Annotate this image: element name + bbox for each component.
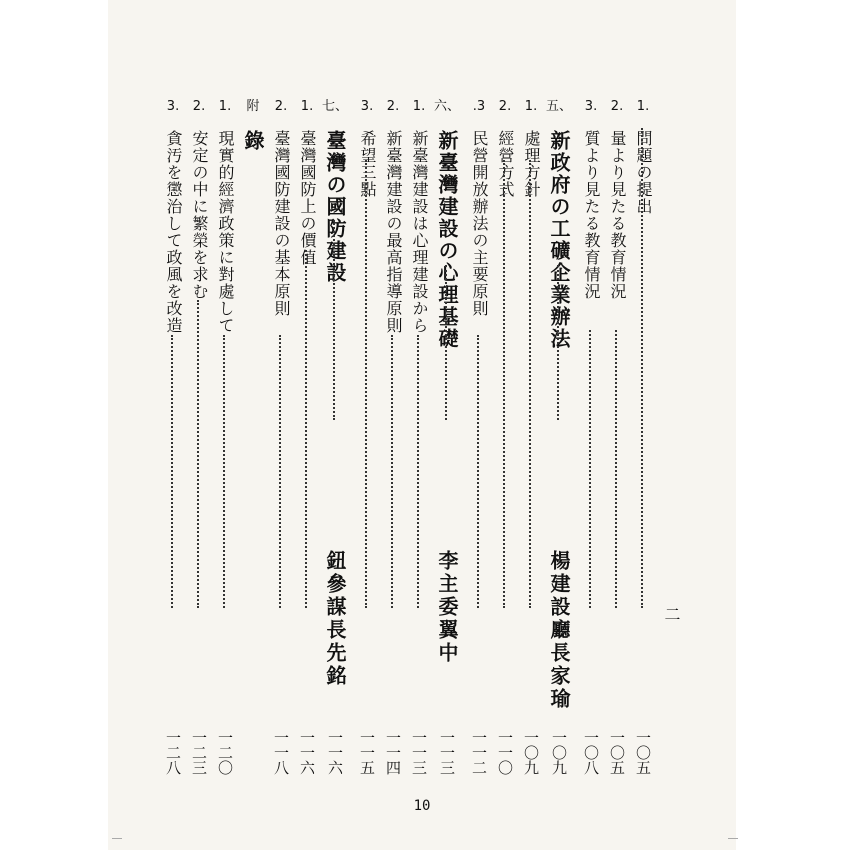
toc-page-ref: 一〇九 <box>550 730 568 775</box>
margin-number: 二 <box>662 606 681 622</box>
toc-entry-number: .3 <box>472 99 486 114</box>
toc-entry <box>322 100 348 780</box>
toc-entry <box>354 100 380 780</box>
toc-page-ref: 一〇八 <box>582 730 600 775</box>
toc-entry-number: 五、 <box>546 99 573 114</box>
dot-leader <box>417 335 419 608</box>
toc-page-ref: 一一八 <box>272 730 290 775</box>
toc-entry <box>518 100 544 780</box>
toc-entry-number: 3. <box>166 99 180 114</box>
toc-entry <box>380 100 406 780</box>
toc-entry-number: 2. <box>610 99 624 114</box>
dot-leader <box>589 330 591 608</box>
table-of-contents <box>108 0 736 850</box>
dot-leader <box>529 160 531 608</box>
toc-entry-number: 2. <box>498 99 512 114</box>
toc-entry <box>212 100 238 780</box>
toc-page-ref: 一一三 <box>438 730 456 775</box>
toc-entry <box>434 100 460 780</box>
toc-entry <box>406 100 432 780</box>
dot-leader <box>171 335 173 608</box>
toc-entry-title: 處理方針 <box>522 130 541 198</box>
toc-entry-number: 1. <box>524 99 538 114</box>
toc-page-ref: 一一三 <box>410 730 428 775</box>
toc-entry-number: 2. <box>386 99 400 114</box>
dot-leader <box>615 330 617 608</box>
toc-entry-title: 民營開放辦法の主要原則 <box>470 130 489 317</box>
toc-page-ref: 一一六 <box>326 730 344 775</box>
dot-leader <box>223 335 225 608</box>
toc-entry-title: 質より見たる教育情況 <box>582 130 601 300</box>
toc-entry <box>630 100 656 780</box>
toc-entry <box>240 100 266 780</box>
dot-leader <box>391 335 393 608</box>
dot-leader <box>197 300 199 608</box>
toc-entry-number: 七、 <box>322 99 349 114</box>
toc-entry-title: 問題の提出 <box>634 130 653 215</box>
toc-entry-title: 經營方式 <box>496 130 515 198</box>
dot-leader <box>641 128 643 608</box>
toc-entry-number: 1. <box>218 99 232 114</box>
toc-entry-title: 現實的經濟政策に對處して <box>216 130 235 334</box>
toc-entry-number: 六、 <box>434 99 461 114</box>
toc-page-ref: 一一五 <box>358 730 376 775</box>
toc-entry-title: 新臺灣建設の最高指導原則 <box>384 130 403 334</box>
dot-leader <box>365 160 367 608</box>
toc-entry-number: 2. <box>274 99 288 114</box>
toc-entry-number: 3. <box>584 99 598 114</box>
dot-leader <box>279 335 281 608</box>
toc-entry-number: 3. <box>360 99 374 114</box>
toc-entry-number: 1. <box>300 99 314 114</box>
toc-entry <box>604 100 630 780</box>
toc-entry-title: 臺灣國防建設の基本原則 <box>272 130 291 317</box>
section-heading: 新臺灣建設の心理基礎 <box>435 130 459 350</box>
page-number: 10 <box>413 798 431 814</box>
toc-entry-title: 臺灣國防上の價值 <box>298 130 317 266</box>
dot-leader <box>445 265 447 420</box>
toc-entry <box>160 100 186 780</box>
toc-entry-number: 1. <box>636 99 650 114</box>
toc-entry <box>466 100 492 780</box>
section-author: 鈕參謀長先銘 <box>323 550 347 688</box>
toc-page-ref: 一〇五 <box>634 730 652 775</box>
toc-entry <box>268 100 294 780</box>
toc-entry <box>546 100 572 780</box>
toc-entry-title: 希望三點 <box>358 130 377 198</box>
section-author: 李主委翼中 <box>435 550 459 665</box>
section-heading: 新政府の工礦企業辦法 <box>547 130 571 350</box>
toc-page-ref: 一一四 <box>384 730 402 775</box>
toc-page-ref: 一一六 <box>298 730 316 775</box>
toc-entry-number: 附 <box>246 99 260 114</box>
toc-entry <box>294 100 320 780</box>
section-author: 楊建設廳長家瑜 <box>547 550 571 711</box>
dot-leader <box>333 220 335 420</box>
toc-entry-number: 1. <box>412 99 426 114</box>
toc-entry <box>492 100 518 780</box>
section-heading: 錄 <box>241 130 265 152</box>
crop-mark <box>728 838 738 839</box>
toc-page-ref: 一一〇 <box>496 730 514 775</box>
toc-page-ref: 一二八 <box>164 730 182 775</box>
dot-leader <box>503 160 505 608</box>
dot-leader <box>557 265 559 420</box>
toc-page-ref: 一二〇 <box>216 730 234 775</box>
toc-entry-number: 2. <box>192 99 206 114</box>
dot-leader <box>305 250 307 608</box>
toc-page-ref: 一〇九 <box>522 730 540 775</box>
section-heading: 臺灣の國防建設 <box>323 130 347 284</box>
toc-entry-title: 安定の中に繁榮を求む <box>190 130 209 300</box>
toc-entry <box>578 100 604 780</box>
toc-entry-title: 量より見たる教育情況 <box>608 130 627 300</box>
toc-entry <box>186 100 212 780</box>
toc-page-ref: 一〇五 <box>608 730 626 775</box>
toc-page-ref: 一二三 <box>190 730 208 775</box>
dot-leader <box>477 335 479 608</box>
toc-page-ref: 一一二 <box>470 730 488 775</box>
document-page <box>108 0 736 850</box>
crop-mark <box>112 838 122 839</box>
toc-entry-title: 貪汚を懲治して政風を改造 <box>164 130 183 334</box>
toc-entry-title: 新臺灣建設は心理建設から <box>410 130 429 334</box>
